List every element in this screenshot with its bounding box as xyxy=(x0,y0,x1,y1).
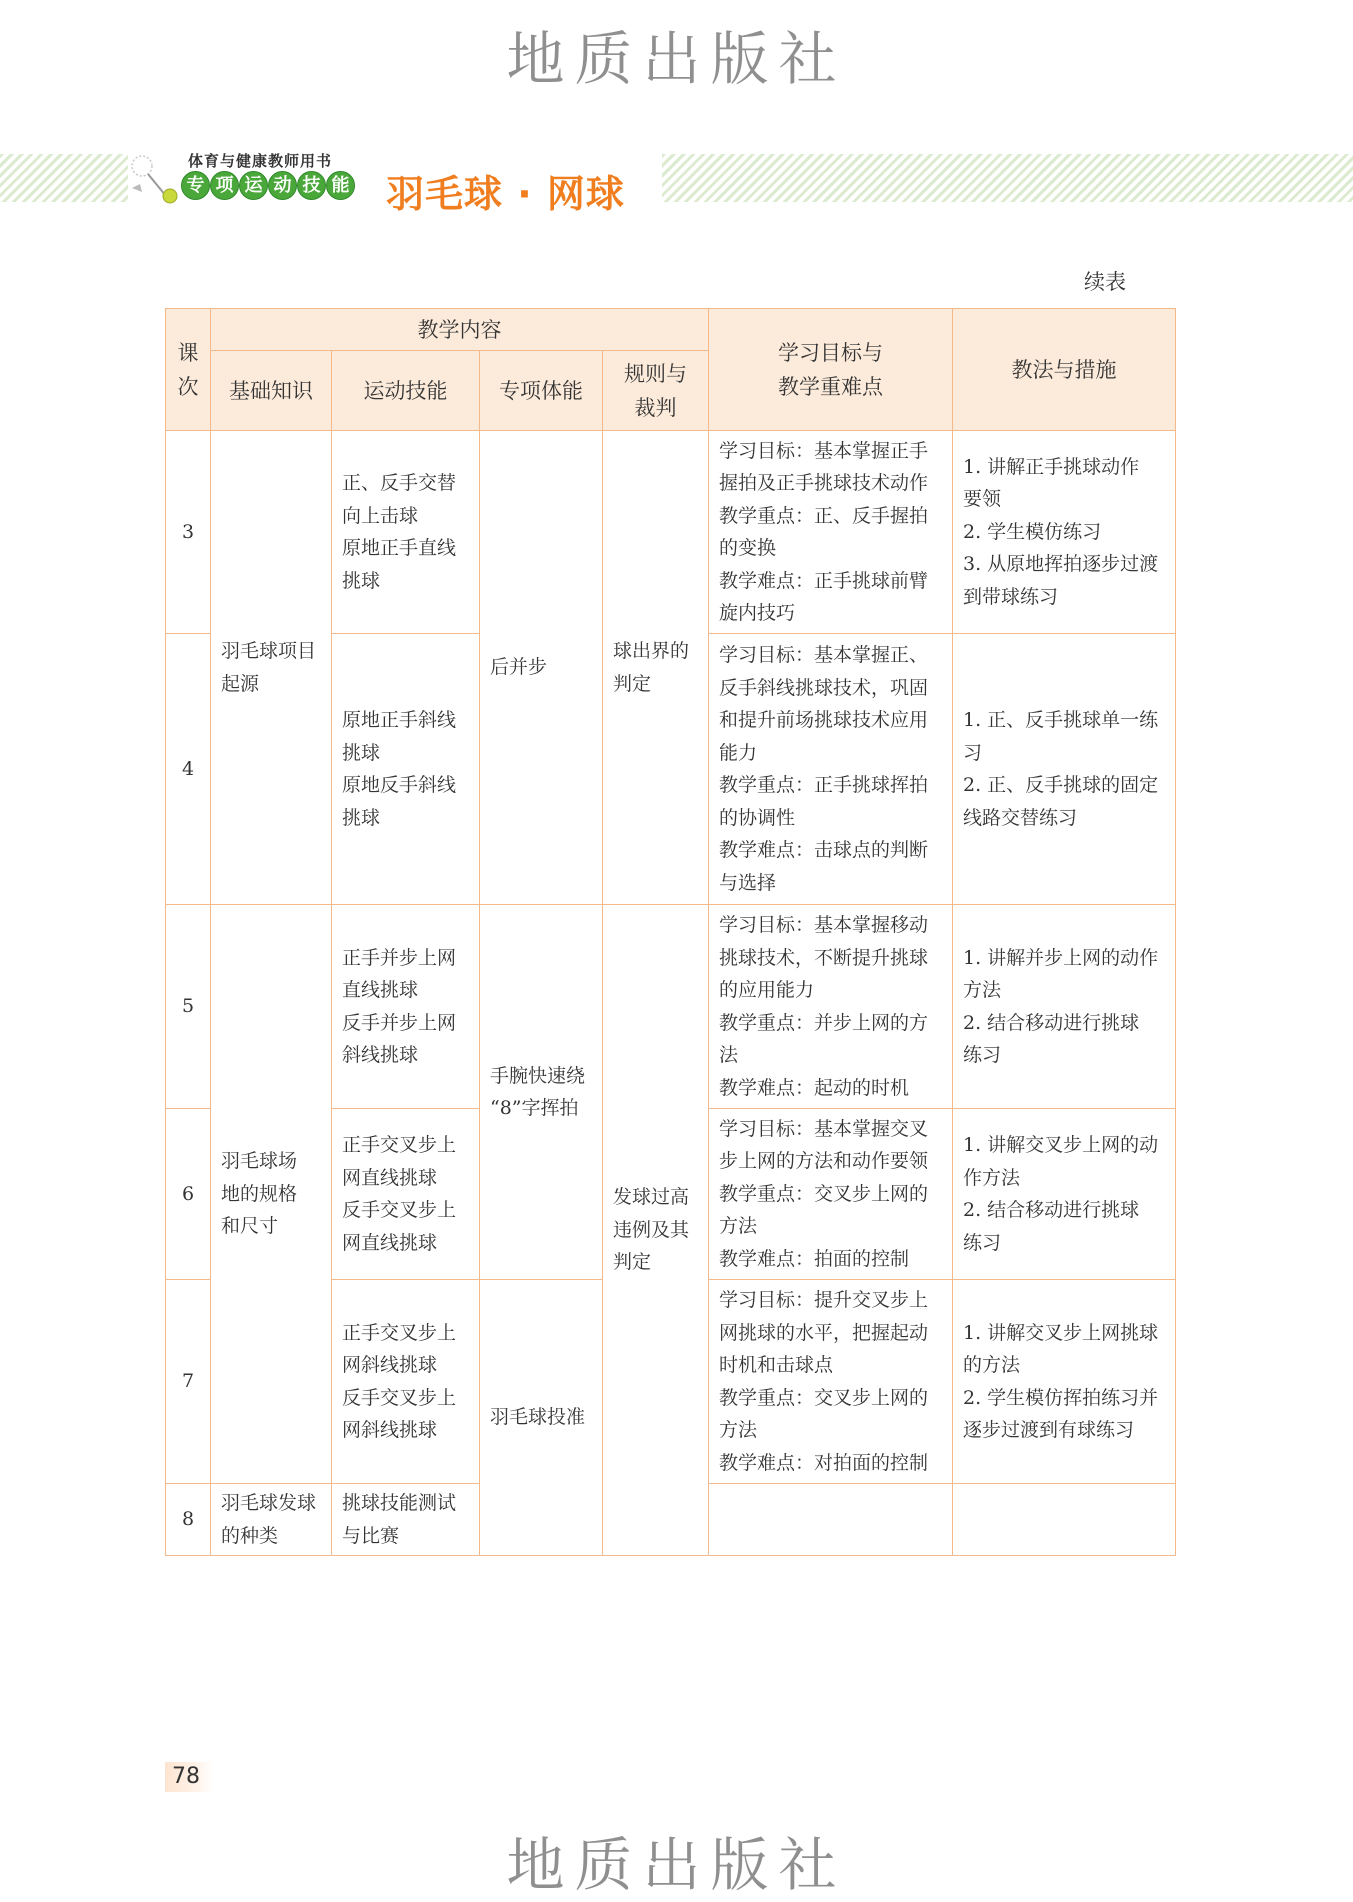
header-objectives: 学习目标与 教学重难点 xyxy=(709,309,953,431)
header-banner xyxy=(0,152,1353,216)
banner-stripes-left xyxy=(0,154,128,202)
pill-char: 运 xyxy=(239,171,268,200)
objectives-cell: 学习目标：基本掌握正手 握拍及正手挑球技术动作 教学重点：正、反手握拍 的变换 教学难点：正手挑球前臂 旋内技巧 xyxy=(709,431,953,634)
header-special-fitness: 专项体能 xyxy=(480,351,603,431)
lesson-number: 3 xyxy=(166,431,211,634)
header-content-group: 教学内容 xyxy=(211,309,709,351)
motor-skills-cell: 正手并步上网 直线挑球 反手并步上网 斜线挑球 xyxy=(332,905,480,1109)
objectives-cell xyxy=(709,1484,953,1556)
badminton-racket-icon xyxy=(128,152,184,204)
pill-char: 项 xyxy=(210,171,239,200)
rules-cell: 发球过高 违例及其 判定 xyxy=(603,905,709,1556)
basic-knowledge-cell: 羽毛球发球 的种类 xyxy=(211,1484,332,1556)
objectives-cell: 学习目标：提升交叉步上 网挑球的水平，把握起动 时机和击球点 教学重点：交叉步上网的 方法 教学难点：对拍面的控制 xyxy=(709,1280,953,1484)
header-lesson: 课 次 xyxy=(166,309,211,431)
objectives-cell: 学习目标：基本掌握移动 挑球技术，不断提升挑球 的应用能力 教学重点：并步上网的方 法 教学难点：起动的时机 xyxy=(709,905,953,1109)
rules-cell: 球出界的 判定 xyxy=(603,431,709,905)
motor-skills-cell: 挑球技能测试 与比赛 xyxy=(332,1484,480,1556)
pill-char: 专 xyxy=(181,171,210,200)
motor-skills-cell: 正手交叉步上 网直线挑球 反手交叉步上 网直线挑球 xyxy=(332,1109,480,1280)
course-table xyxy=(165,308,1176,1556)
continued-label: 续表 xyxy=(1084,270,1126,294)
header-motor-skills: 运动技能 xyxy=(332,351,480,431)
watermark-top: 地质出版社 xyxy=(506,25,847,93)
methods-cell: 1. 正、反手挑球单一练 习 2. 正、反手挑球的固定 线路交替练习 xyxy=(953,634,1176,905)
lesson-number: 5 xyxy=(166,905,211,1109)
special-fitness-cell: 手腕快速绕 “8”字挥拍 xyxy=(480,905,603,1280)
objectives-cell: 学习目标：基本掌握交叉 步上网的方法和动作要领 教学重点：交叉步上网的 方法 教学难点：拍面的控制 xyxy=(709,1109,953,1280)
lesson-number: 6 xyxy=(166,1109,211,1280)
banner-stripes-right xyxy=(662,154,1353,202)
motor-skills-cell: 正手交叉步上 网斜线挑球 反手交叉步上 网斜线挑球 xyxy=(332,1280,480,1484)
header-basic-knowledge: 基础知识 xyxy=(211,351,332,431)
special-fitness-cell: 后并步 xyxy=(480,431,603,905)
basic-knowledge-cell: 羽毛球场 地的规格 和尺寸 xyxy=(211,905,332,1484)
book-title: 羽毛球 · 网球 xyxy=(386,172,625,216)
page-number: 78 xyxy=(165,1762,213,1792)
series-pills xyxy=(181,171,355,200)
watermark-bottom: 地质出版社 xyxy=(506,1831,847,1899)
pill-char: 动 xyxy=(268,171,297,200)
header-rules: 规则与 裁判 xyxy=(603,351,709,431)
table-row xyxy=(166,905,1176,1109)
lesson-number: 4 xyxy=(166,634,211,905)
methods-cell: 1. 讲解并步上网的动作 方法 2. 结合移动进行挑球 练习 xyxy=(953,905,1176,1109)
lesson-number: 8 xyxy=(166,1484,211,1556)
objectives-cell: 学习目标：基本掌握正、 反手斜线挑球技术，巩固 和提升前场挑球技术应用 能力 教学重点：正手挑球挥拍 的协调性 教学难点：击球点的判断 与选择 xyxy=(709,634,953,905)
pill-char: 能 xyxy=(326,171,355,200)
header-methods: 教法与措施 xyxy=(953,309,1176,431)
header-row-1 xyxy=(166,309,1176,351)
basic-knowledge-cell: 羽毛球项目 起源 xyxy=(211,431,332,905)
lesson-number: 7 xyxy=(166,1280,211,1484)
series-logo xyxy=(128,150,662,216)
special-fitness-cell: 羽毛球投准 xyxy=(480,1280,603,1556)
motor-skills-cell: 正、反手交替 向上击球 原地正手直线 挑球 xyxy=(332,431,480,634)
series-title: 体育与健康教师用书 xyxy=(188,152,333,170)
methods-cell: 1. 讲解正手挑球动作 要领 2. 学生模仿练习 3. 从原地挥拍逐步过渡 到带球练习 xyxy=(953,431,1176,634)
methods-cell: 1. 讲解交叉步上网挑球 的方法 2. 学生模仿挥拍练习并 逐步过渡到有球练习 xyxy=(953,1280,1176,1484)
table-row xyxy=(166,431,1176,634)
motor-skills-cell: 原地正手斜线 挑球 原地反手斜线 挑球 xyxy=(332,634,480,905)
methods-cell: 1. 讲解交叉步上网的动 作方法 2. 结合移动进行挑球 练习 xyxy=(953,1109,1176,1280)
pill-char: 技 xyxy=(297,171,326,200)
methods-cell xyxy=(953,1484,1176,1556)
